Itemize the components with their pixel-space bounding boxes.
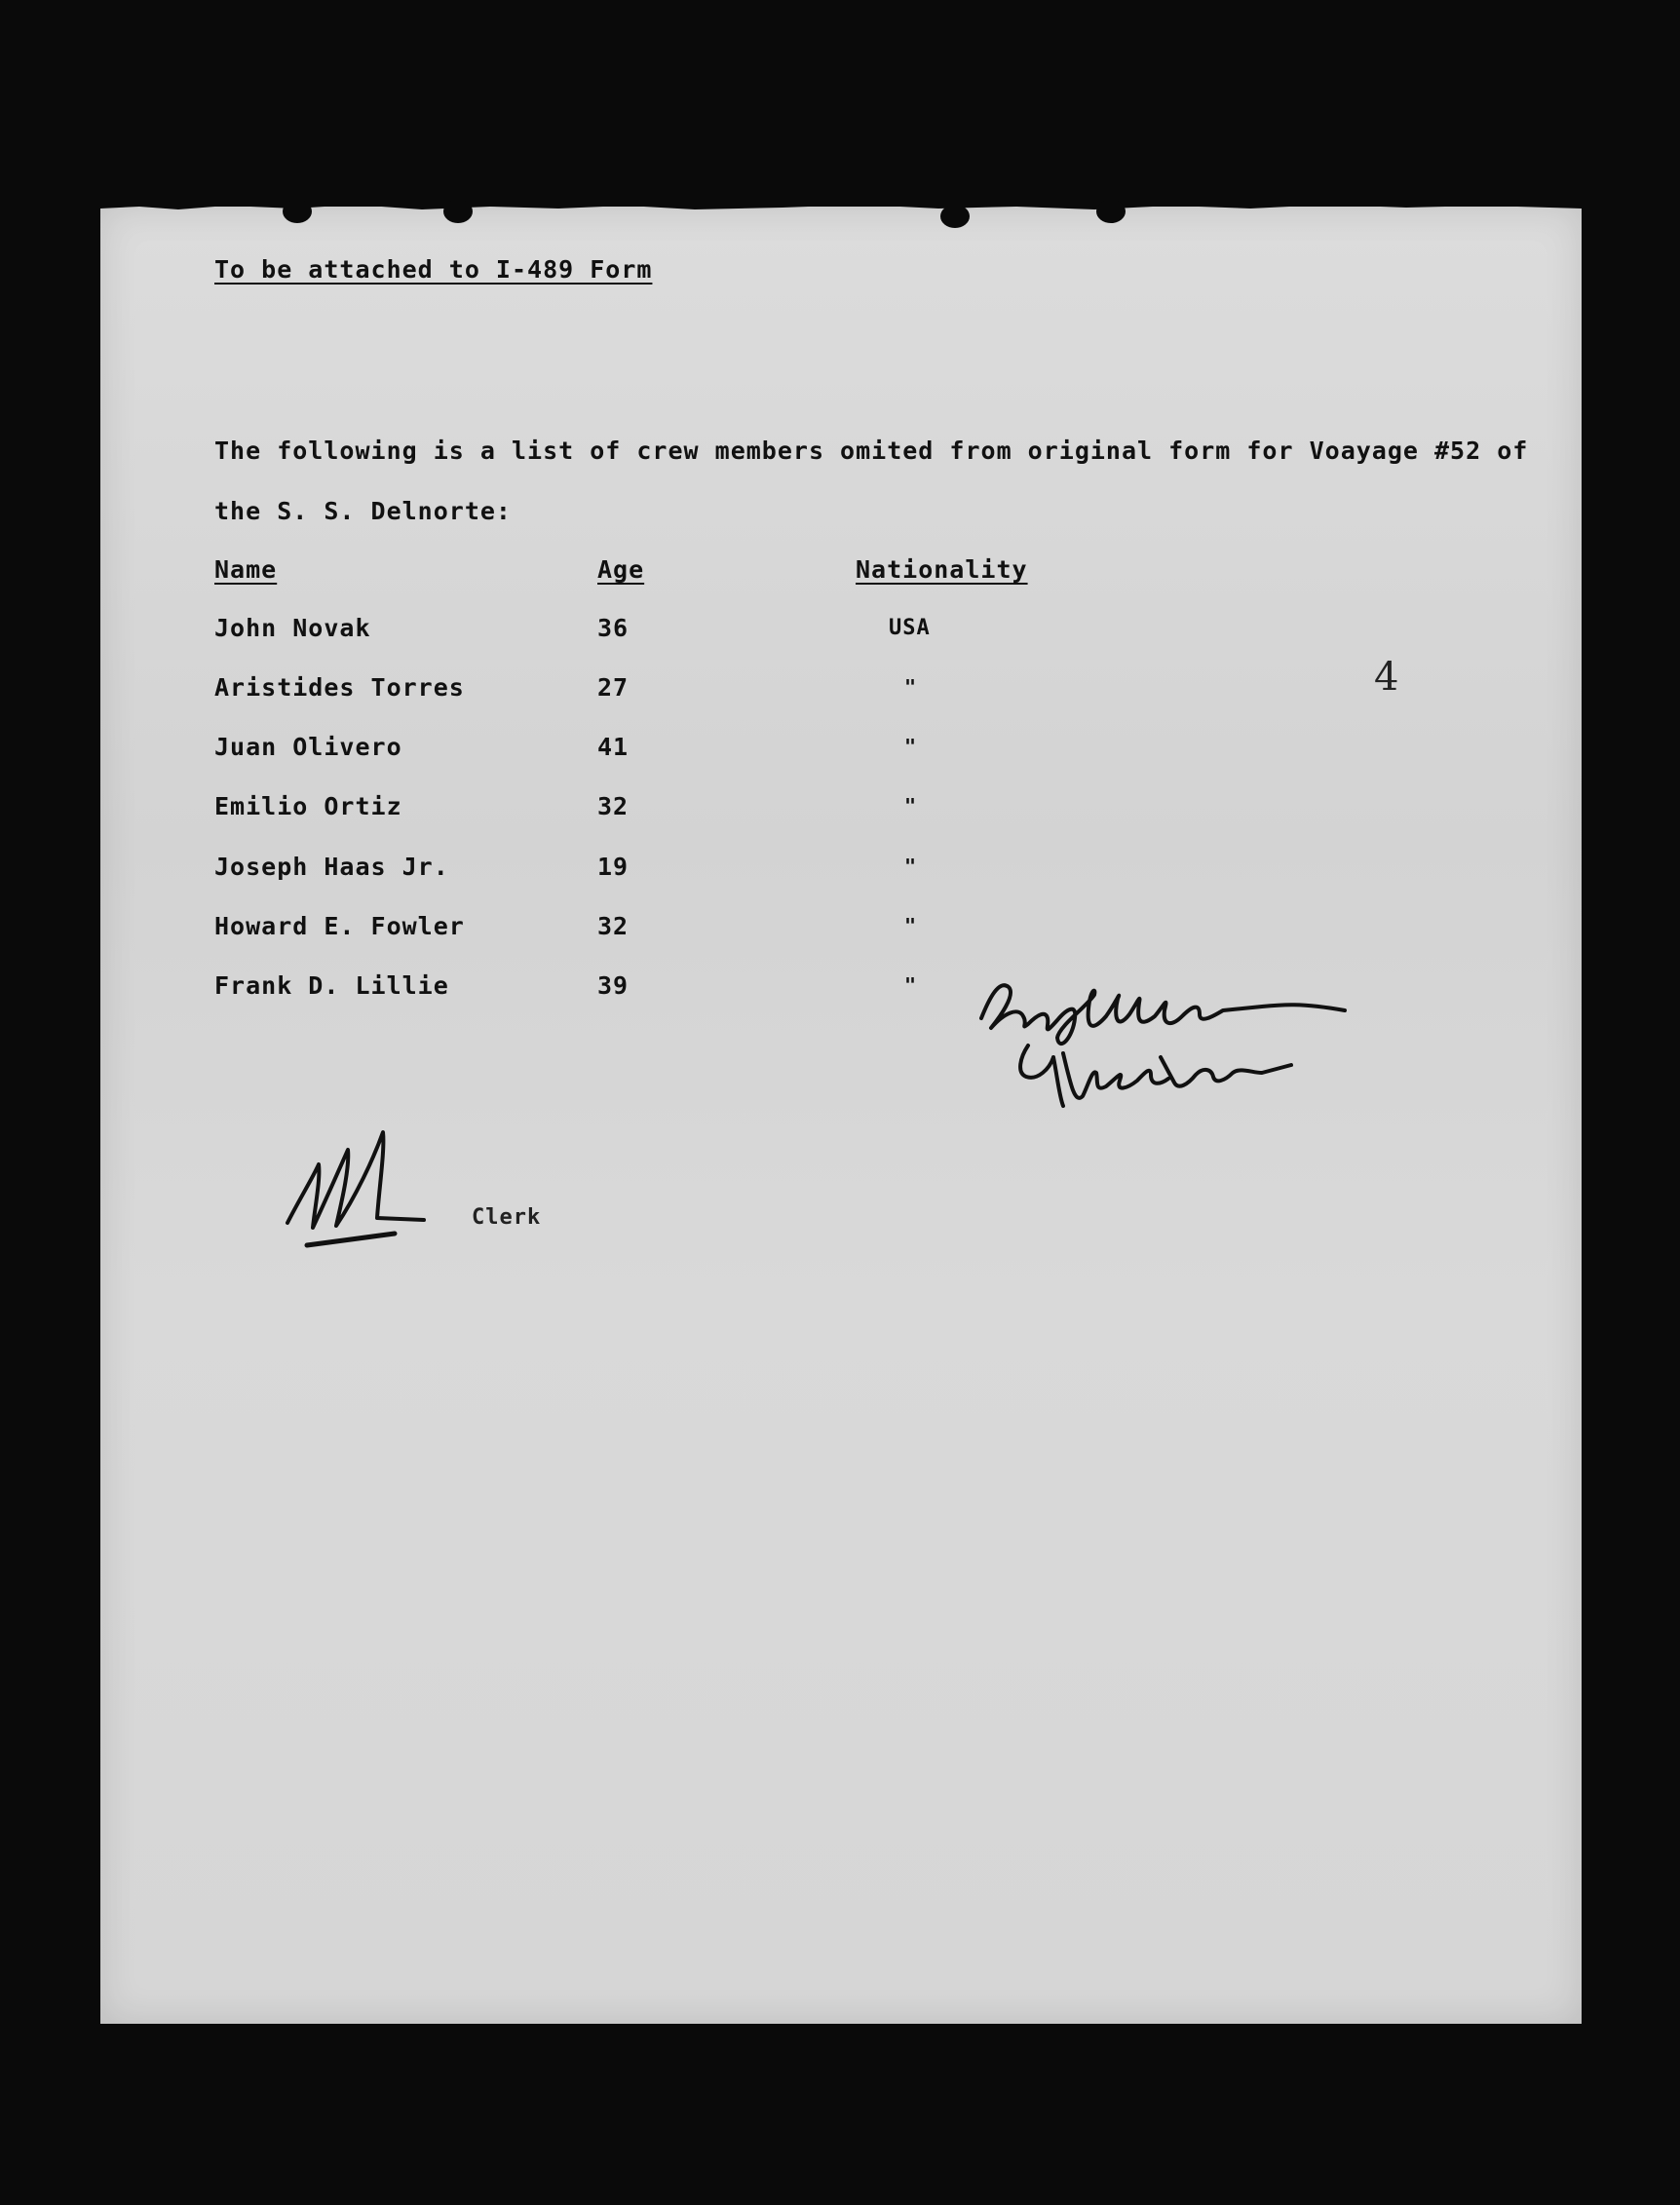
punch-hole [1096, 200, 1126, 223]
intro-line-1: The following is a list of crew members omited from original form for Voayage #52 of [214, 437, 1529, 465]
crew-name: Emilio Ortiz [214, 792, 402, 820]
crew-age: 27 [597, 673, 630, 702]
crew-age: 19 [597, 853, 630, 881]
clerk-label: Clerk [472, 1205, 542, 1230]
punch-hole [283, 200, 312, 223]
document-page [100, 207, 1582, 2024]
crew-name: Frank D. Lillie [214, 971, 449, 1000]
crew-nationality: " [904, 735, 918, 758]
crew-nationality: " [904, 794, 918, 817]
crew-name: Joseph Haas Jr. [214, 853, 449, 881]
crew-nationality: " [904, 675, 918, 699]
crew-age: 32 [597, 912, 630, 940]
crew-age: 32 [597, 792, 630, 820]
crew-nationality: " [904, 914, 918, 937]
crew-name: Aristides Torres [214, 673, 465, 702]
torn-top-edge [100, 199, 1582, 214]
crew-name: John Novak [214, 614, 371, 642]
column-header-age: Age [597, 555, 645, 584]
intro-line-2: the S. S. Delnorte: [214, 497, 512, 525]
clerk-signature [278, 1121, 463, 1252]
punch-hole [940, 205, 970, 228]
crew-name: Howard E. Fowler [214, 912, 465, 940]
column-header-name: Name [214, 555, 278, 584]
master-signature [970, 960, 1359, 1121]
page-number: 4 [1374, 655, 1399, 700]
crew-nationality: USA [889, 616, 931, 640]
crew-age: 36 [597, 614, 630, 642]
crew-nationality: " [904, 855, 918, 878]
column-header-nationality: Nationality [856, 555, 1028, 584]
crew-name: Juan Olivero [214, 733, 402, 761]
punch-hole [443, 200, 473, 223]
crew-age: 41 [597, 733, 630, 761]
crew-age: 39 [597, 971, 630, 1000]
crew-nationality: " [904, 973, 918, 997]
attach-note: To be attached to I-489 Form [214, 255, 653, 284]
